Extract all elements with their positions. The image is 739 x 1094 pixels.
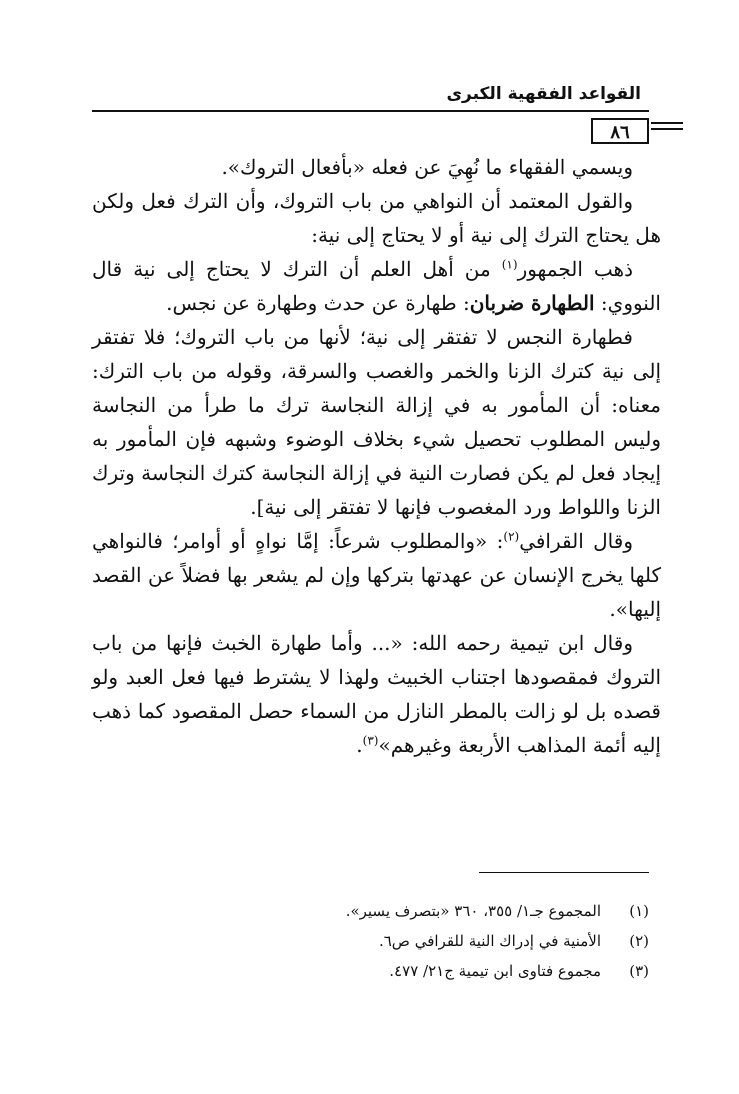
footnote-separator — [479, 872, 649, 873]
p6-part-a: وقال ابن تيمية رحمه الله: «... وأما طهارة الخبث فإنها من باب التروك فمقصودها اجتناب الخبيث ولهذا لا يشترط فيها فعل العبد ولو قصده بل لو زالت بالمطر النازل من السماء حصل المقصود كما ذهب إليه أئمة المذاهب الأربعة وغيرهم» — [92, 631, 661, 757]
paragraph-1: ويسمي الفقهاء ما نُهِيَ عن فعله «بأفعال التروك». — [221, 155, 633, 179]
page-number: ٨٦ — [591, 118, 649, 144]
header-rule — [92, 110, 649, 112]
footnote-text: مجموع فتاوى ابن تيمية ج٢١/ ٤٧٧. — [389, 962, 601, 980]
footnote-item — [120, 896, 649, 926]
paragraph-6 — [92, 626, 661, 762]
footnote-text: الأمنية في إدراك النية للقرافي ص٦. — [378, 932, 601, 950]
p5-part-a: وقال القرافي — [519, 529, 633, 553]
p3-heading: الطهارة ضربان — [469, 291, 595, 315]
p3-part-a: ذهب الجمهور — [517, 257, 633, 281]
paragraph-3 — [92, 252, 661, 320]
p3-part-b: من أهل العلم أن الترك لا يحتاج إلى نية قال النووي: — [92, 257, 661, 315]
main-text — [92, 150, 661, 762]
footnotes — [120, 896, 649, 986]
paragraph-4: فطهارة النجس لا تفتقر إلى نية؛ لأنها من باب التروك؛ فلا تفتقر إلى نية كترك الزنا والخمر والغصب والسرقة، وقوله من باب الترك: معناه: أن المأمور به في إزالة النجاسة ترك ما طرأ من النجاسة وليس المطلوب تحصيل شيء بخلاف الوضوء وشبهه فإن المأمور به إيجاد فعل لم يكن فصارت النية في إزالة النجاسة كترك النجاسة وترك الزنا واللواط ورد المغصوب فإنها لا تفتقر إلى نية]. — [92, 325, 661, 519]
footnote-ref-3[interactable]: (٣) — [362, 733, 379, 748]
footnote-item — [120, 956, 649, 986]
p3-part-d: : طهارة عن حدث وطهارة عن نجس. — [166, 291, 470, 315]
footnote-ref-2[interactable]: (٢) — [503, 529, 520, 544]
footnote-number: (١) — [629, 902, 649, 920]
running-header-title: القواعد الفقهية الكبرى — [446, 84, 641, 104]
p6-part-b: . — [356, 733, 363, 757]
footnote-ref-1[interactable]: (١) — [501, 257, 518, 272]
paragraph-2: والقول المعتمد أن النواهي من باب التروك، وأن الترك فعل ولكن هل يحتاج الترك إلى نية أو لا يحتاج إلى نية: — [92, 189, 661, 247]
footnote-number: (٣) — [629, 962, 649, 980]
page-number-ornament — [651, 122, 683, 136]
p5-part-b: : «والمطلوب شرعاً: إمَّا نواهٍ أو أوامر؛ فالنواهي كلها يخرج الإنسان عن عهدتها بتركها وإن لم يشعر بها فضلاً عن القصد إليها». — [92, 529, 661, 621]
footnote-item — [120, 926, 649, 956]
footnote-number: (٢) — [629, 932, 649, 950]
footnote-text: المجموع جـ١/ ٣٥٥، ٣٦٠ «بتصرف يسير». — [345, 902, 601, 920]
paragraph-5 — [92, 524, 661, 626]
